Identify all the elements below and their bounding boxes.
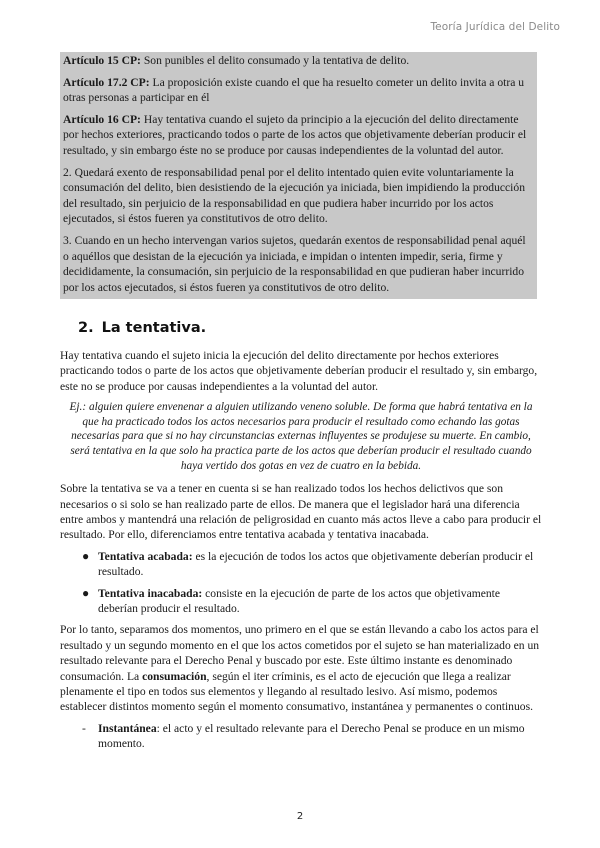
tentativa-types-list xyxy=(60,549,542,617)
legal-articles-box xyxy=(60,52,537,299)
list-item-text: es la ejecución de todos los actos que objetivamente deberían producir el resultado. xyxy=(98,549,534,579)
bold-term: consumación xyxy=(142,669,207,683)
section-heading xyxy=(78,320,206,336)
list-item-text: consiste en la ejecución de parte de los actos que objetivamente deberían producir el resultado. xyxy=(98,586,501,616)
section-number: 2. xyxy=(78,320,94,336)
dash-marker: - xyxy=(82,721,86,735)
bullet-icon: ● xyxy=(82,548,90,563)
article-16-paragraph-3: 3. Cuando en un hecho intervengan varios sujetos, quedarán exentos de responsabilidad penal aquél o aquéllos que desistan de la ejecución ya iniciada, e impidan o intenten impedir, seria, firme y decididamente, la consumación, sin perjuicio de la responsabilidad en que pudieran haber incurrido por los actos ejecutados, si éstos fueren ya constitutivos de otro delito. xyxy=(63,233,526,294)
article-label: Artículo 16 CP: xyxy=(63,112,141,126)
page-number: 2 xyxy=(296,811,304,822)
article-16 xyxy=(63,112,534,159)
example-paragraph: Ej.: alguien quiere envenenar a alguien utilizando veneno soluble. De forma que habrá tentativa en la que ha practicado todos los actos necesarios para producir el resultado como echando las gotas necesarias para que si no hay circunstancias externas influyentes se produjese su muerte. En cambio, será tentativa en la que solo ha practica parte de los actos que deberían producir el resultado cuando haya vertido dos gotas en vez de cuatro en la bebida. xyxy=(69,401,533,472)
paragraph-text: Por lo tanto, separamos dos momentos, uno primero en el que se están llevando a cabo los actos para el resultado y un segundo momento en el que los actos cometidos por el sujeto se han materializado en un resultado relevante para el Derecho Penal y buscado por este. Este último instante es denominado consumación. La xyxy=(60,623,540,683)
article-text: La proposición existe cuando el que ha resuelto cometer un delito invita a otra u otras personas a participar en él xyxy=(63,75,525,105)
list-item xyxy=(60,586,542,617)
running-header: Teoría Jurídica del Delito xyxy=(430,21,560,33)
explanation-paragraph: Sobre la tentativa se va a tener en cuenta si se han realizado todos los hechos delictivos que son necesarios o si solo se han realizado parte de ellos. De manera que el legislador hará una diferencia entre ambos y mantendrá una relación de peligrosidad en cuanto más actos lleve a cabo para producir el resultado. Por ello, diferenciamos entre tentativa acabada y tentativa inacabada. xyxy=(60,482,542,542)
article-text: Son punibles el delito consumado y la tentativa de delito. xyxy=(140,54,410,67)
article-17-2 xyxy=(63,75,534,106)
article-label: Artículo 15 CP: xyxy=(63,54,141,67)
article-16-paragraph-2: 2. Quedará exento de responsabilidad penal por el delito intentado quien evite voluntariamente la consumación del delito, bien desistiendo de la ejecución ya iniciada, bien impidiendo la producción del resultado, sin perjuicio de la responsabilidad en que pudiera haber incurrido por los actos ejecutados, si éstos fueren ya constitutivos de otro delito. xyxy=(63,165,526,226)
list-item-label: Instantánea xyxy=(98,721,157,735)
article-label: Artículo 17.2 CP: xyxy=(63,75,150,89)
article-15 xyxy=(63,53,534,69)
list-item-label: Tentativa acabada: xyxy=(98,549,193,563)
consumption-types-list xyxy=(60,721,542,752)
section-title: La tentativa. xyxy=(101,320,207,336)
article-text: Hay tentativa cuando el sujeto da principio a la ejecución del delito directamente por hechos exteriores, practicando todos o parte de los actos que objetivamente deberían producir el resultado, y sin embargo éste no se produce por causas independientes de la voluntad del autor. xyxy=(63,112,527,157)
list-item xyxy=(60,549,542,580)
list-item-label: Tentativa inacabada: xyxy=(98,586,203,600)
section-body xyxy=(60,348,542,752)
definition-paragraph: Hay tentativa cuando el sujeto inicia la ejecución del delito directamente por hechos exteriores practicando todos o parte de los actos que objetivamente deberían producir el resultado y, sin embargo, este no se produce por causas independientes a la voluntad del autor. xyxy=(60,349,538,393)
list-item-text: : el acto y el resultado relevante para el Derecho Penal se produce en un mismo momento. xyxy=(98,721,525,751)
list-item xyxy=(60,721,542,752)
consumacion-paragraph xyxy=(60,622,542,714)
paragraph-text: , según el iter críminis, es el acto de ejecución que llega a realizar plenamente el tipo en todos sus elementos y llegando al resultado lesivo. Así mismo, podemos establecer distintos momento según el momento consumativo, instantánea y permanentes o continuos. xyxy=(60,669,533,714)
bullet-icon: ● xyxy=(82,585,90,600)
